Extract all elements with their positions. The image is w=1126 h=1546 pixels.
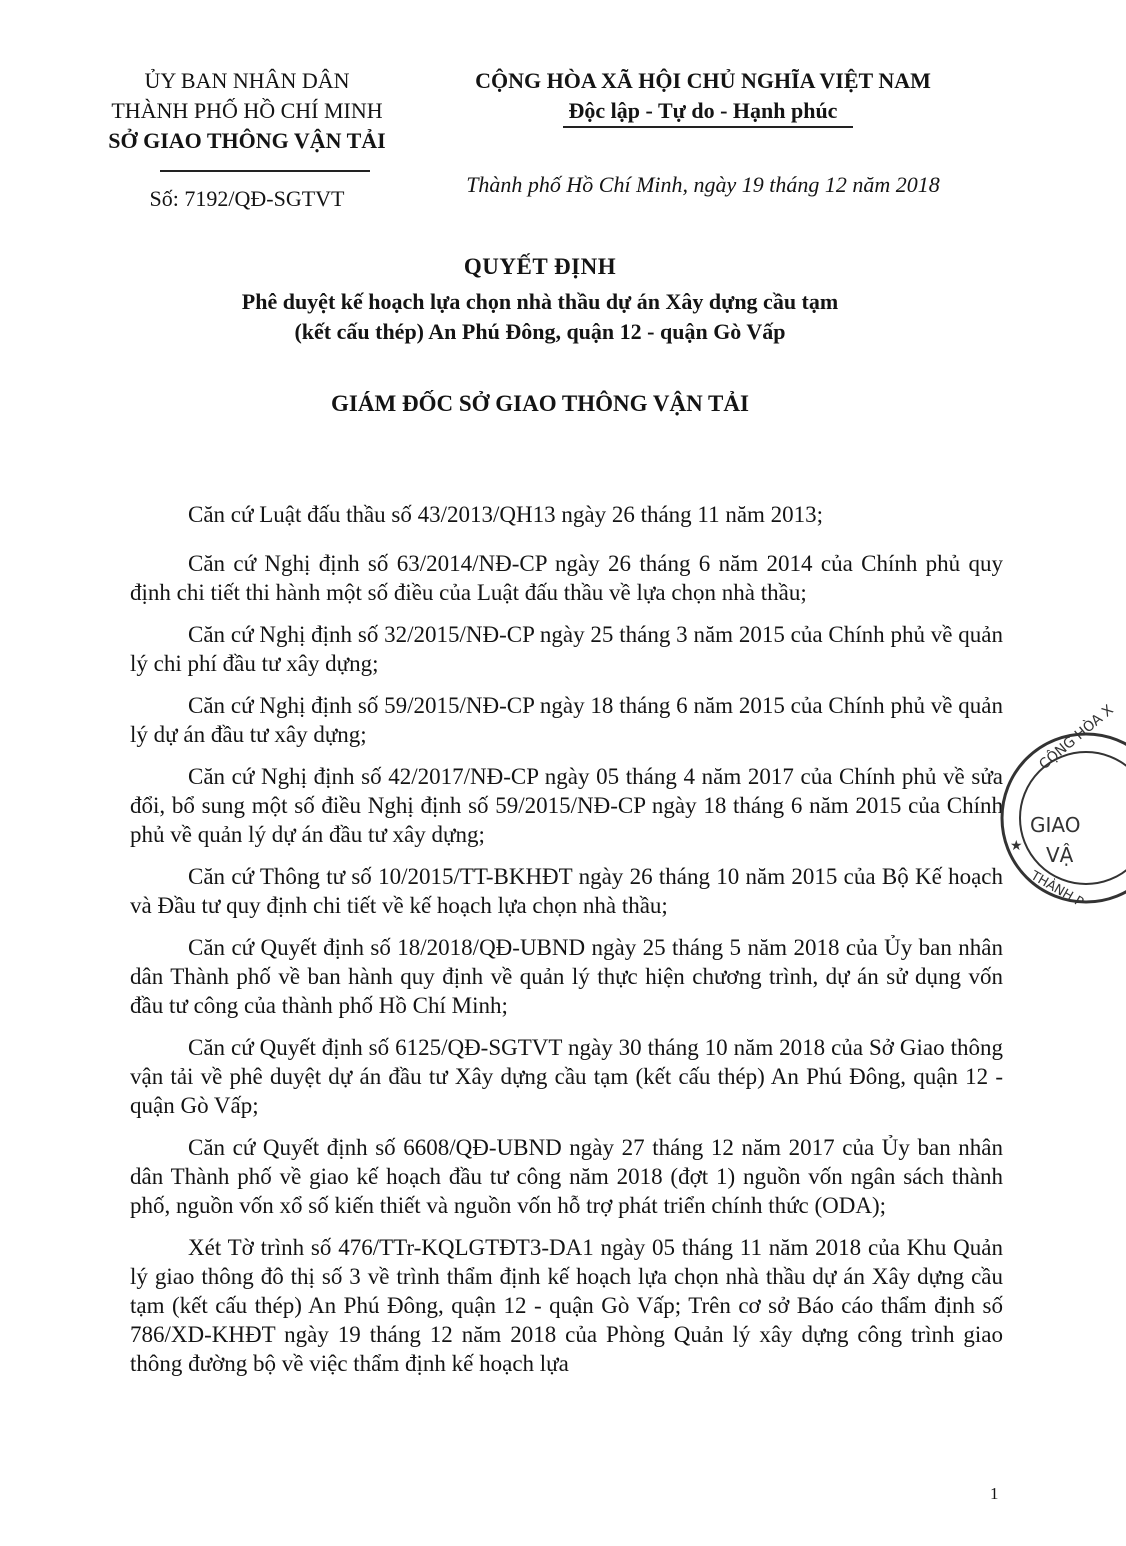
motto: Độc lập - Tự do - Hạnh phúc (568, 98, 838, 123)
document-body (130, 500, 1003, 1391)
country-name: CỘNG HÒA XÃ HỘI CHỦ NGHĨA VIỆT NAM (475, 68, 931, 93)
paragraph: Căn cứ Thông tư số 10/2015/TT-BKHĐT ngày 26 tháng 10 năm 2015 của Bộ Kế hoạch và Đầu tư quy định chi tiết về kế hoạch lựa chọn nhà thầu; (130, 864, 1003, 918)
agency-line-3: SỞ GIAO THÔNG VẬN TẢI (108, 128, 386, 153)
paragraph: Căn cứ Luật đấu thầu số 43/2013/QH13 ngày 26 tháng 11 năm 2013; (188, 502, 824, 527)
paragraph: Căn cứ Quyết định số 6125/QĐ-SGTVT ngày 30 tháng 10 năm 2018 của Sở Giao thông vận tải về phê duyệt dự án đầu tư Xây dựng cầu tạm (kết cấu thép) An Phú Đông, quận 12 - quận Gò Vấp; (130, 1035, 1003, 1118)
document-number: Số: 7192/QĐ-SGTVT (149, 186, 345, 211)
official-seal-stamp (996, 701, 1126, 911)
subtitle-line-1: Phê duyệt kế hoạch lựa chọn nhà thầu dự án Xây dựng cầu tạm (241, 289, 839, 314)
agency-line-1: ỦY BAN NHÂN DÂN (144, 68, 350, 93)
paragraph: Căn cứ Quyết định số 18/2018/QĐ-UBND ngày 25 tháng 5 năm 2018 của Ủy ban nhân dân Thành phố về ban hành quy định về quản lý thực hiện chương trình, dự án sử dụng vốn đầu tư công của thành phố Hồ Chí Minh; (130, 935, 1003, 1018)
seal-text-top: CỘNG HÒA X (1036, 701, 1117, 774)
seal-text-bottom: THÀNH P (1028, 868, 1086, 911)
seal-star-icon: ★ (1010, 838, 1023, 854)
agency-underline (160, 170, 370, 172)
subtitle-line-2: (kết cấu thép) An Phú Đông, quận 12 - quận Gò Vấp (294, 319, 786, 344)
issuing-authority: GIÁM ĐỐC SỞ GIAO THÔNG VẬN TẢI (331, 391, 749, 416)
page-number: 1 (990, 1484, 999, 1503)
seal-text-low: VẬ (1046, 843, 1074, 867)
document-subtitle (0, 287, 1080, 347)
motto-underline (563, 126, 853, 128)
issuing-agency (82, 66, 412, 156)
document-date: Thành phố Hồ Chí Minh, ngày 19 tháng 12 năm 2018 (466, 172, 940, 197)
national-motto (420, 66, 986, 126)
paragraph: Căn cứ Nghị định số 59/2015/NĐ-CP ngày 18 tháng 6 năm 2015 của Chính phủ về quản lý dự án đầu tư xây dựng; (130, 693, 1003, 747)
paragraph: Căn cứ Nghị định số 42/2017/NĐ-CP ngày 05 tháng 4 năm 2017 của Chính phủ về sửa đổi, bổ sung một số điều Nghị định số 59/2015/NĐ-CP ngày 18 tháng 6 năm 2015 của Chính phủ về quản lý dự án đầu tư xây dựng; (130, 764, 1003, 847)
seal-text-mid: GIAO (1030, 813, 1081, 837)
paragraph: Căn cứ Quyết định số 6608/QĐ-UBND ngày 27 tháng 12 năm 2017 của Ủy ban nhân dân Thành phố về giao kế hoạch đầu tư công năm 2018 (đợt 1) nguồn vốn ngân sách thành phố, nguồn vốn xổ số kiến thiết và nguồn vốn hỗ trợ phát triển chính thức (ODA); (130, 1135, 1003, 1218)
document-title: QUYẾT ĐỊNH (463, 254, 617, 279)
agency-line-2: THÀNH PHỐ HỒ CHÍ MINH (111, 98, 383, 123)
paragraph: Xét Tờ trình số 476/TTr-KQLGTĐT3-DA1 ngày 05 tháng 11 năm 2018 của Khu Quản lý giao thông đô thị số 3 về trình thẩm định kế hoạch lựa chọn nhà thầu dự án Xây dựng cầu tạm (kết cấu thép) An Phú Đông, quận 12 - quận Gò Vấp; Trên cơ sở Báo cáo thẩm định số 786/XD-KHĐT ngày 19 tháng 12 năm 2018 của Phòng Quản lý xây dựng công trình giao thông đường bộ về việc thẩm định kế hoạch lựa (130, 1235, 1003, 1376)
paragraph: Căn cứ Nghị định số 32/2015/NĐ-CP ngày 25 tháng 3 năm 2015 của Chính phủ về quản lý chi phí đầu tư xây dựng; (130, 622, 1003, 676)
paragraph: Căn cứ Nghị định số 63/2014/NĐ-CP ngày 26 tháng 6 năm 2014 của Chính phủ quy định chi tiết thi hành một số điều của Luật đấu thầu về lựa chọn nhà thầu; (130, 551, 1003, 605)
